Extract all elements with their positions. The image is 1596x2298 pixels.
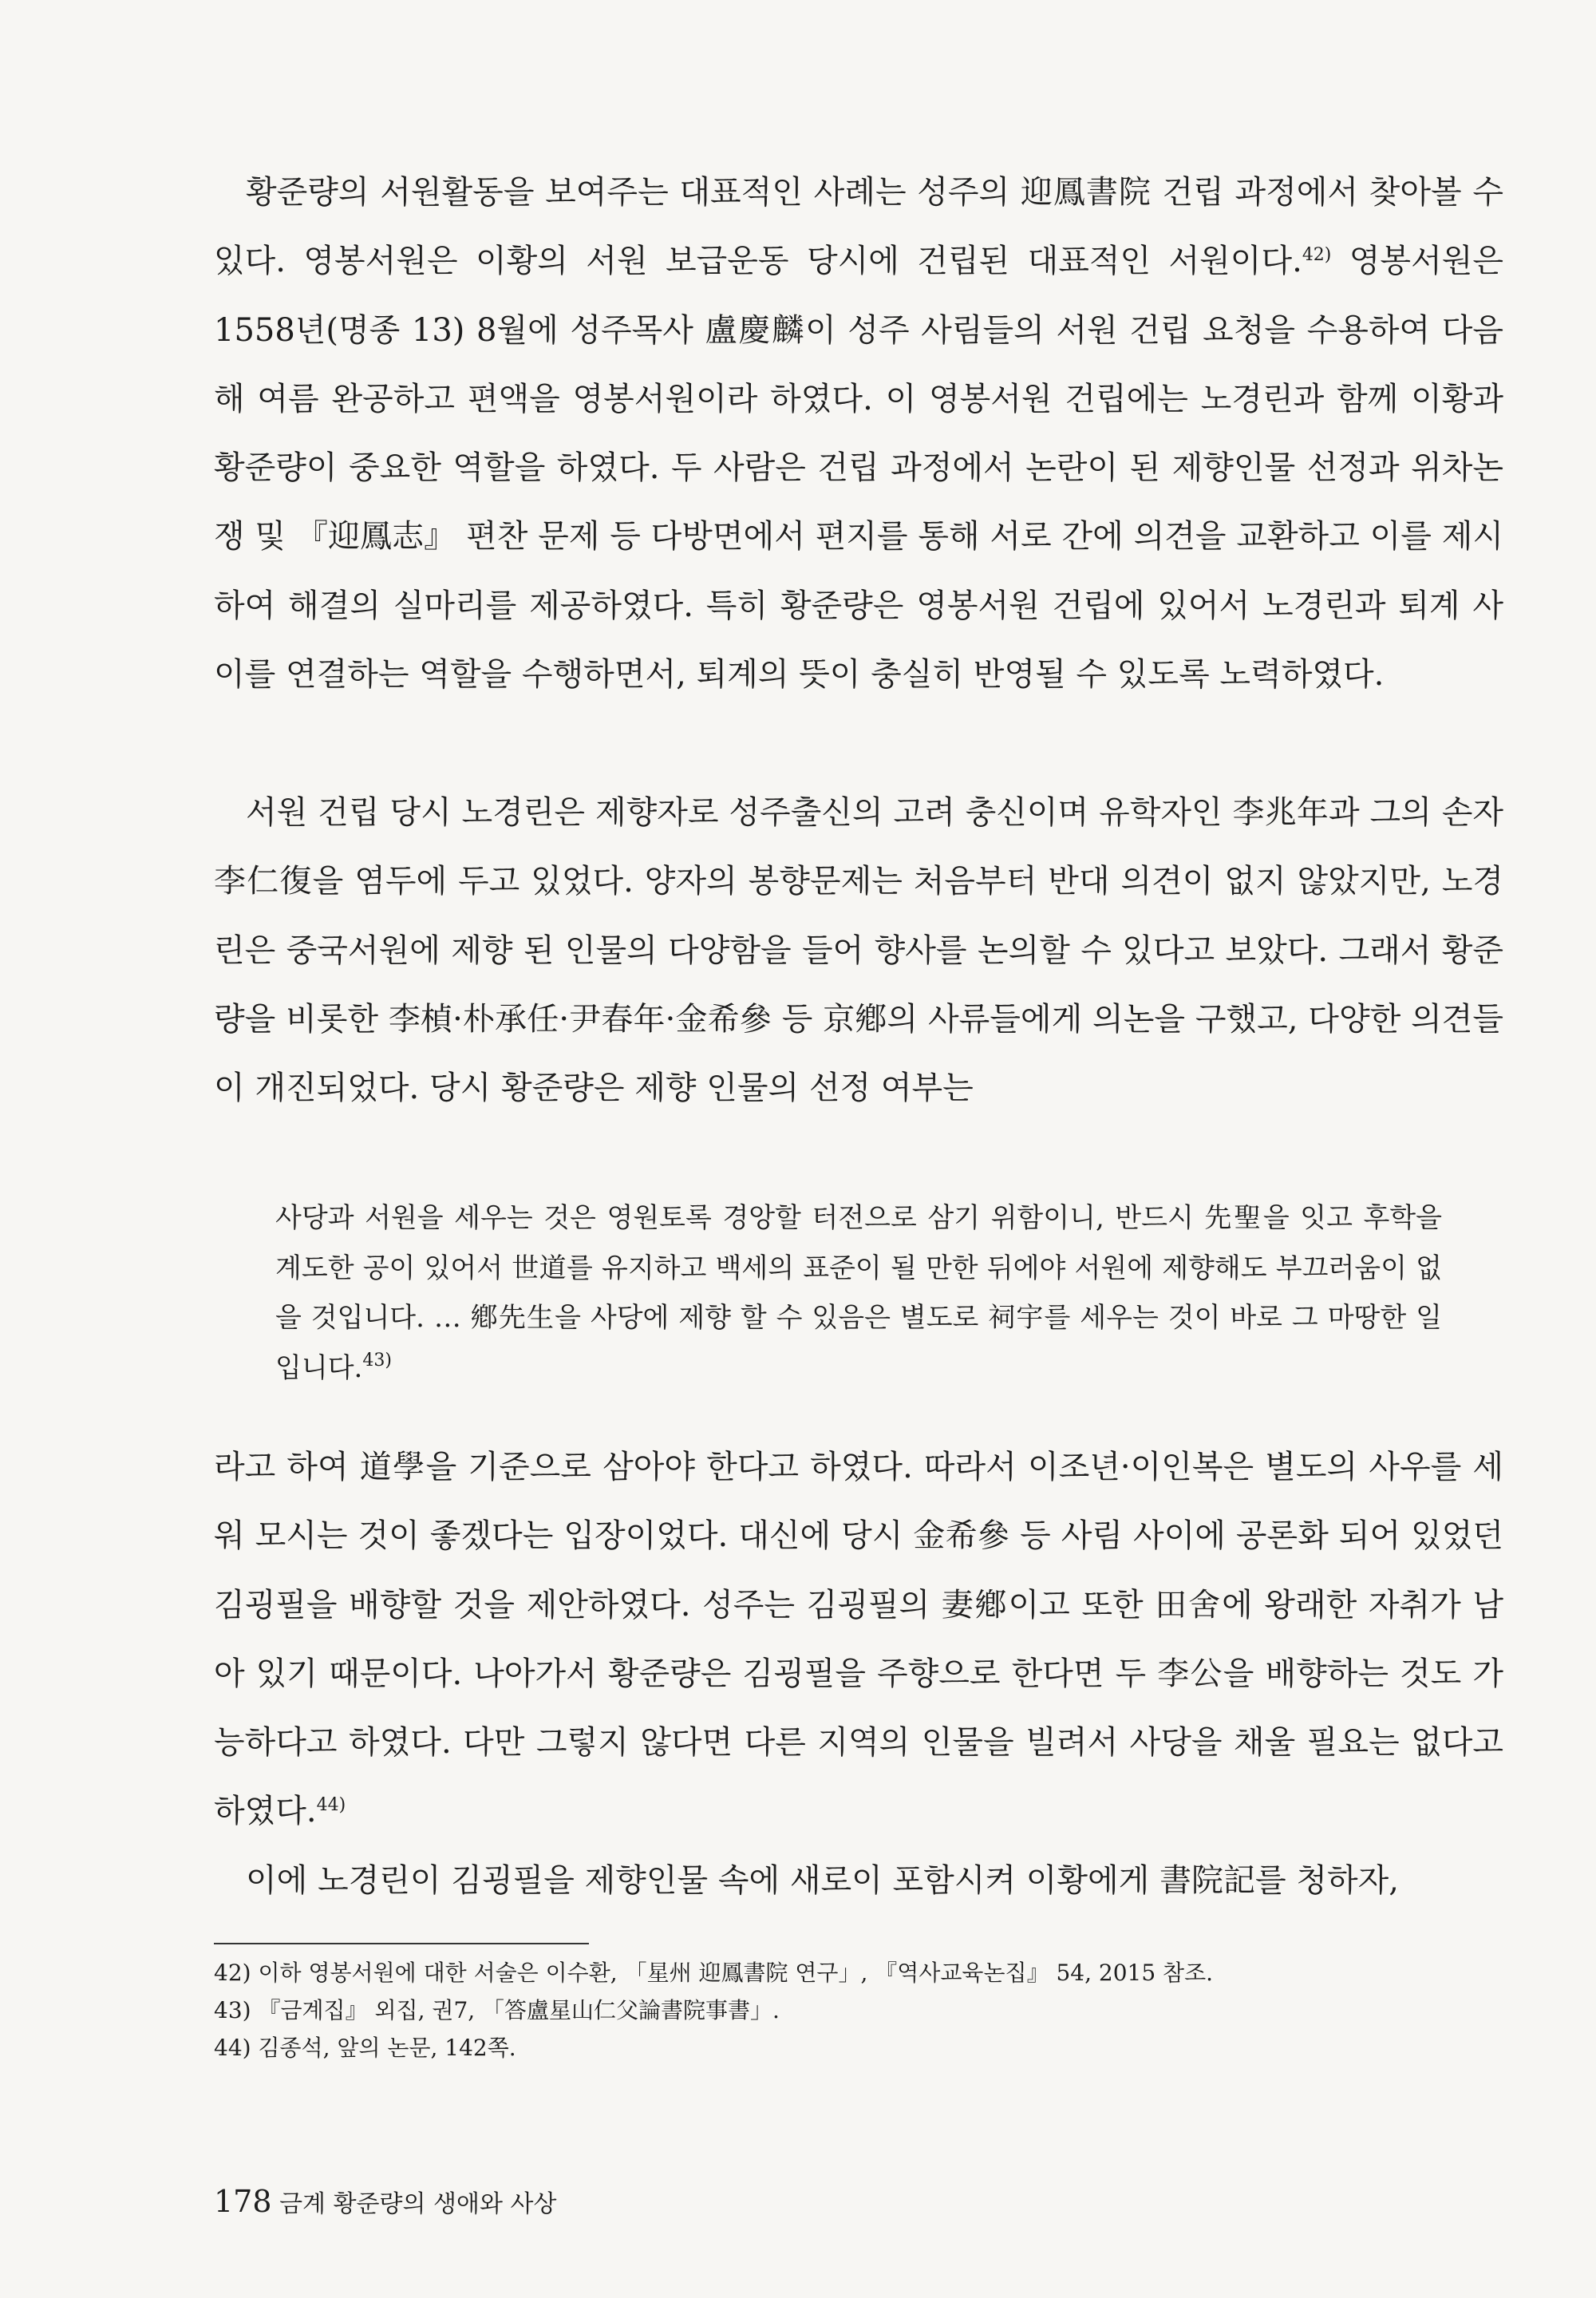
paragraph-1a-text: 황준량의 서원활동을 보여주는 대표적인 사례는 성주의 迎鳳書院 건립 과정에서 찾아볼 수 있다. 영봉서원은 이황의 서원 보급운동 당시에 건립된 대표적인 서원이다. (214, 174, 1503, 280)
footnote-ref-44: 44) (316, 1795, 346, 1816)
footnotes (214, 1954, 1503, 2067)
page-number: 178 (214, 2184, 272, 2219)
paragraph-1 (214, 158, 1503, 709)
footnote-43: 43) 『금계집』 외집, 권7, 「答盧星山仁父論書院事書」. (214, 1997, 780, 2023)
footnote-44: 44) 김종석, 앞의 논문, 142쪽. (214, 2035, 516, 2061)
footnote-ref-42: 42) (1302, 245, 1332, 266)
block-quote-text: 사당과 서원을 세우는 것은 영원토록 경앙할 터전으로 삼기 위함이니, 반드시 先聖을 잇고 후학을 계도한 공이 있어서 世道를 유지하고 백세의 표준이 될 만한 뒤에야 서원에 제향해도 부끄러움이 없을 것입니다. … 鄕先生을 사당에 제향 할 수 있음은 별도로 祠宇를 세우는 것이 바로 그 마땅한 일입니다. (275, 1202, 1442, 1384)
block-quote (275, 1193, 1442, 1393)
paragraph-2: 서원 건립 당시 노경린은 제향자로 성주출신의 고려 충신이며 유학자인 李兆年과 그의 손자 李仁復을 염두에 두고 있었다. 양자의 봉향문제는 처음부터 반대 의견이 없지 않았지만, 노경린은 중국서원에 제향 된 인물의 다양함을 들어 향사를 논의할 수 있다고 보았다. 그래서 황준량을 비롯한 李楨·朴承任·尹春年·金希參 등 京鄕의 사류들에게 의논을 구했고, 다양한 의견들이 개진되었다. 당시 황준량은 제향 인물의 선정 여부는 (214, 794, 1503, 1107)
paragraph-4: 이에 노경린이 김굉필을 제향인물 속에 새로이 포함시켜 이황에게 書院記를 청하자, (246, 1862, 1399, 1899)
page-footer (214, 2185, 556, 2221)
paragraph-3 (214, 1433, 1503, 1846)
book-title: 금계 황준량의 생애와 사상 (279, 2190, 557, 2218)
paragraph-1b-text: 영봉서원은 1558년(명종 13) 8월에 성주목사 盧慶麟이 성주 사림들의 서원 건립 요청을 수용하여 다음해 여름 완공하고 편액을 영봉서원이라 하였다. 이 영봉서원 건립에는 노경린과 함께 이황과 황준량이 중요한 역할을 하였다. 두 사람은 건립 과정에서 논란이 된 제향인물 선정과 위차논쟁 및 『迎鳳志』 편찬 문제 등 다방면에서 편지를 통해 서로 간에 의견을 교환하고 이를 제시하여 해결의 실마리를 제공하였다. 특히 황준량은 영봉서원 건립에 있어서 노경린과 퇴계 사이를 연결하는 역할을 수행하면서, 퇴계의 뜻이 충실히 반영될 수 있도록 노력하였다. (214, 243, 1503, 694)
footnote-42: 42) 이하 영봉서원에 대한 서술은 이수환, 「星州 迎鳳書院 연구」, 『역사교육논집』 54, 2015 참조. (214, 1960, 1214, 1986)
paragraph-3-text: 라고 하여 道學을 기준으로 삼아야 한다고 하였다. 따라서 이조년·이인복은 별도의 사우를 세워 모시는 것이 좋겠다는 입장이었다. 대신에 당시 金希參 등 사림 사이에 공론화 되어 있었던 김굉필을 배향할 것을 제안하였다. 성주는 김굉필의 妻鄕이고 또한 田舍에 왕래한 자취가 남아 있기 때문이다. 나아가서 황준량은 김굉필을 주향으로 한다면 두 李公을 배향하는 것도 가능하다고 하였다. 다만 그렇지 않다면 다른 지역의 인물을 빌려서 사당을 채울 필요는 없다고 하였다. (214, 1449, 1503, 1830)
footnote-ref-43: 43) (362, 1350, 392, 1370)
footnote-divider (214, 1943, 589, 1944)
